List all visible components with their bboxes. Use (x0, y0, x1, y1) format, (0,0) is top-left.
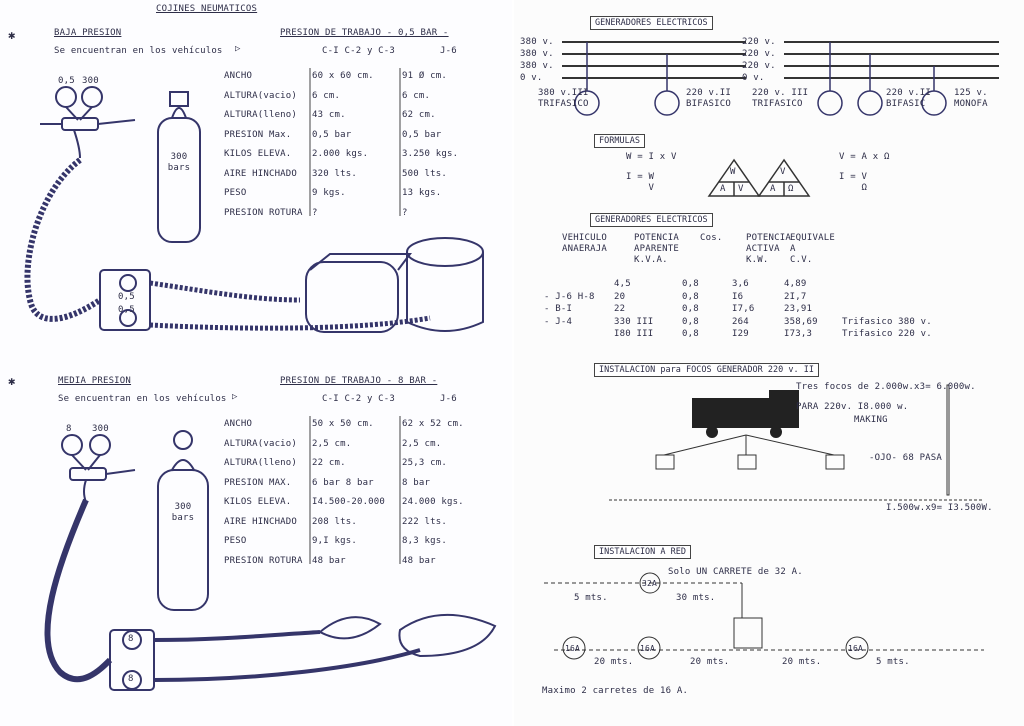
star-bullet-icon: ✱ (8, 28, 16, 42)
table-cell: I6 (732, 291, 744, 302)
spec-label: ALTURA(vacio) (224, 438, 298, 449)
table-cell: 0,8 (682, 279, 699, 289)
table-cell: Trifasico 380 v. (842, 316, 932, 327)
spec-value-a: 9,I kgs. (312, 536, 357, 546)
spec-label: ALTURA(vacio) (224, 90, 298, 101)
spec-value-b: 25,3 cm. (402, 458, 447, 468)
focos-title: INSTALACION para FOCOS GENERADOR 220 v. II (594, 363, 819, 377)
gen-title: GENERADORES ELECTRICOS (590, 16, 713, 30)
red-note: 5 mts. (574, 593, 608, 603)
triangle-label: Ω (788, 184, 794, 194)
bus-label: 220 v. (742, 49, 776, 59)
triangle-label: W (730, 167, 736, 177)
focos-note: I.500w.x9= I3.500W. (886, 503, 993, 513)
bus-label: 380 v. (520, 61, 554, 71)
breaker-label: 16A (848, 644, 864, 653)
star-bullet-icon: ✱ (8, 374, 16, 388)
spec-value-a: 50 x 50 cm. (312, 419, 374, 429)
focos-note: MAKING (854, 415, 888, 425)
spec-value-b: 13 kgs. (402, 188, 442, 198)
low-col-b: J-6 (440, 46, 457, 56)
table-cell: 0,8 (682, 304, 699, 314)
spec-value-b: 2,5 cm. (402, 438, 442, 449)
square-cushion-icon (306, 254, 410, 332)
table-cell: 264 (732, 316, 749, 327)
spec-value-a: 9 kgs. (312, 188, 346, 198)
formula: I = W V (626, 172, 655, 193)
spec-value-a: 60 x 60 cm. (312, 71, 374, 81)
focos-note: -OJO- 68 PASA (869, 453, 943, 463)
spec-value-b: 222 lts. (402, 516, 447, 527)
arrow-icon: ▷ (235, 44, 241, 54)
low-col-a: C-I C-2 y C-3 (322, 46, 396, 56)
table-cell: 0,8 (682, 329, 699, 339)
spec-label: KILOS ELEVA. (224, 149, 292, 159)
spec-label: PRESION ROTURA (224, 207, 303, 218)
low-pressure-regulator-icon (40, 87, 135, 158)
table-cell: I29 (732, 329, 749, 339)
formula: V = A x Ω (839, 152, 890, 162)
table-cell: 0,8 (682, 316, 699, 327)
table-cell: 20 (614, 291, 626, 302)
formula: I = V Ω (839, 172, 868, 193)
table-header: Cos. (700, 233, 723, 243)
low-heading: BAJA PRESION (54, 28, 122, 38)
spec-label: PESO (224, 188, 247, 198)
red-note: 5 mts. (876, 657, 910, 667)
red-note: Solo UN CARRETE de 32 A. (668, 567, 803, 577)
generator-label: 220 v.II BIFASIC (886, 88, 931, 109)
spec-value-b: 6 cm. (402, 90, 431, 101)
breaker-label: 16A (640, 644, 656, 653)
spec-value-a: 6 cm. (312, 90, 341, 101)
mid-col-b: J-6 (440, 394, 457, 404)
red-title: INSTALACION A RED (594, 545, 691, 559)
arrow-icon: ▷ (232, 392, 238, 402)
breaker-label: 32A (642, 579, 658, 588)
spec-label: PRESION ROTURA (224, 555, 303, 566)
flat-cushion-icon (320, 615, 495, 656)
low-note: Se encuentran en los vehículos (54, 46, 223, 56)
low-gauge-label: 300 (82, 76, 99, 86)
spec-label: ALTURA(lleno) (224, 110, 298, 120)
right-page (514, 0, 1024, 726)
spec-value-a: ? (312, 207, 318, 218)
red-note: 20 mts. (690, 657, 730, 667)
mid-pressure-title: PRESION DE TRABAJO - 8 BAR - (280, 376, 438, 386)
gen-table-title: GENERADORES ELECTRICOS (590, 213, 713, 227)
table-cell: 23,91 (784, 304, 813, 314)
mid-valve-label: 8 (128, 674, 134, 684)
table-cell: I73,3 (784, 329, 813, 339)
spec-value-b: 48 bar (402, 555, 436, 566)
table-cell: 0,8 (682, 291, 699, 302)
table-cell: Trifasico 220 v. (842, 329, 932, 339)
spec-value-a: 48 bar (312, 555, 346, 566)
mid-heading: MEDIA PRESION (58, 376, 132, 386)
red-note: 20 mts. (782, 657, 822, 667)
generator-label: 220 v.II BIFASICO (686, 88, 731, 109)
low-valve-label: 0,5 (118, 292, 135, 302)
generator-label: 125 v. MONOFA (954, 88, 988, 109)
triangle-label: A (720, 184, 726, 194)
table-cell: 330 III (614, 316, 654, 327)
table-header: EQUIVALE A C.V. (790, 233, 835, 265)
low-pressure-title: PRESION DE TRABAJO - 0,5 BAR - (280, 28, 449, 38)
spec-value-a: I4.500-20.000 (312, 497, 386, 507)
spec-value-a: 320 lts. (312, 168, 357, 179)
low-gauge-label: 0,5 (58, 76, 75, 86)
red-note: 20 mts. (594, 657, 634, 667)
spec-label: ALTURA(lleno) (224, 458, 298, 468)
focos-note: Tres focos de 2.000w.x3= 6.000w. (796, 382, 976, 392)
mid-valve-label: 8 (128, 634, 134, 644)
spec-value-b: 91 Ø cm. (402, 71, 447, 81)
triangle-label: A (770, 184, 776, 194)
bus-label: 0 v. (520, 73, 543, 83)
spec-label: ANCHO (224, 71, 253, 81)
table-cell: - J-4 (544, 316, 573, 327)
table-header: POTENCIA ACTIVA K.W. (746, 233, 791, 265)
low-hose-icon (27, 160, 100, 319)
table-header: POTENCIA APARENTE K.V.A. (634, 233, 679, 265)
table-header: VEHICULO ANAERAJA (562, 233, 607, 254)
spec-value-a: 2,5 cm. (312, 438, 352, 449)
triangle-label: V (738, 184, 744, 194)
spec-value-b: ? (402, 207, 408, 218)
bus-label: 380 v. (520, 49, 554, 59)
formula: W = I x V (626, 152, 677, 162)
mid-gauge-label: 300 (92, 424, 109, 434)
spec-value-b: 24.000 kgs. (402, 497, 464, 507)
table-cell: I80 III (614, 329, 654, 339)
mid-col-a: C-I C-2 y C-3 (322, 394, 396, 404)
generator-label: 380 v.III TRIFASICO (538, 88, 589, 109)
spec-value-a: 208 lts. (312, 516, 357, 527)
mid-pressure-regulator-icon (62, 435, 135, 502)
spec-value-b: 62 x 52 cm. (402, 419, 464, 429)
bus-label: 220 v. (742, 37, 776, 47)
red-note: 30 mts. (676, 593, 716, 603)
table-cell: 358,69 (784, 316, 818, 327)
spec-value-b: 8,3 kgs. (402, 536, 447, 546)
truck-icon (692, 390, 799, 438)
spec-label: KILOS ELEVA. (224, 497, 292, 507)
mid-bottle-label: 300 bars (171, 502, 195, 523)
focos-note: PARA 220v. I8.000 w. (796, 402, 909, 412)
breaker-label: 16A (565, 644, 581, 653)
spec-value-b: 500 lts. (402, 168, 447, 179)
spec-value-a: 0,5 bar (312, 129, 352, 140)
spec-value-a: 2.000 kgs. (312, 149, 369, 159)
table-cell: 4,5 (614, 279, 631, 289)
spec-value-a: 6 bar 8 bar (312, 477, 374, 488)
bus-label: 0 v. (742, 73, 765, 83)
round-cushion-icon (407, 238, 483, 331)
spec-label: PRESION MAX. (224, 477, 292, 488)
spec-label: ANCHO (224, 419, 253, 429)
mid-hose-icon (47, 500, 110, 679)
spec-value-b: 3.250 kgs. (402, 149, 459, 159)
red-note: Maximo 2 carretes de 16 A. (542, 686, 689, 696)
spec-value-b: 62 cm. (402, 110, 436, 120)
spec-value-b: 0,5 bar (402, 129, 442, 140)
bus-label: 220 v. (742, 61, 776, 71)
table-cell: 2I,7 (784, 291, 807, 302)
table-cell: - B-I (544, 304, 573, 314)
table-cell: 3,6 (732, 279, 749, 289)
low-bottle-label: 300 bars (167, 152, 191, 173)
red-wiring (544, 573, 984, 659)
spec-label: AIRE HINCHADO (224, 516, 298, 527)
bus-label: 380 v. (520, 37, 554, 47)
spec-label: PESO (224, 536, 247, 546)
table-cell: 4,89 (784, 279, 807, 289)
mid-note: Se encuentran en los vehículos (58, 394, 227, 404)
page-title: COJINES NEUMATICOS (156, 4, 258, 14)
spec-value-b: 8 bar (402, 477, 431, 488)
triangle-label: V (780, 167, 786, 177)
table-cell: I7,6 (732, 304, 755, 314)
spec-label: AIRE HINCHADO (224, 168, 298, 179)
table-cell: - J-6 H-8 (544, 291, 595, 302)
spec-value-a: 22 cm. (312, 458, 346, 468)
formulas-title: FORMULAS (594, 134, 645, 148)
spec-value-a: 43 cm. (312, 110, 346, 120)
spec-label: PRESION Max. (224, 129, 292, 140)
table-cell: 22 (614, 304, 626, 314)
mid-gauge-label: 8 (66, 424, 72, 434)
generator-label: 220 v. III TRIFASICO (752, 88, 809, 109)
low-valve-label: 0,5 (118, 305, 135, 315)
